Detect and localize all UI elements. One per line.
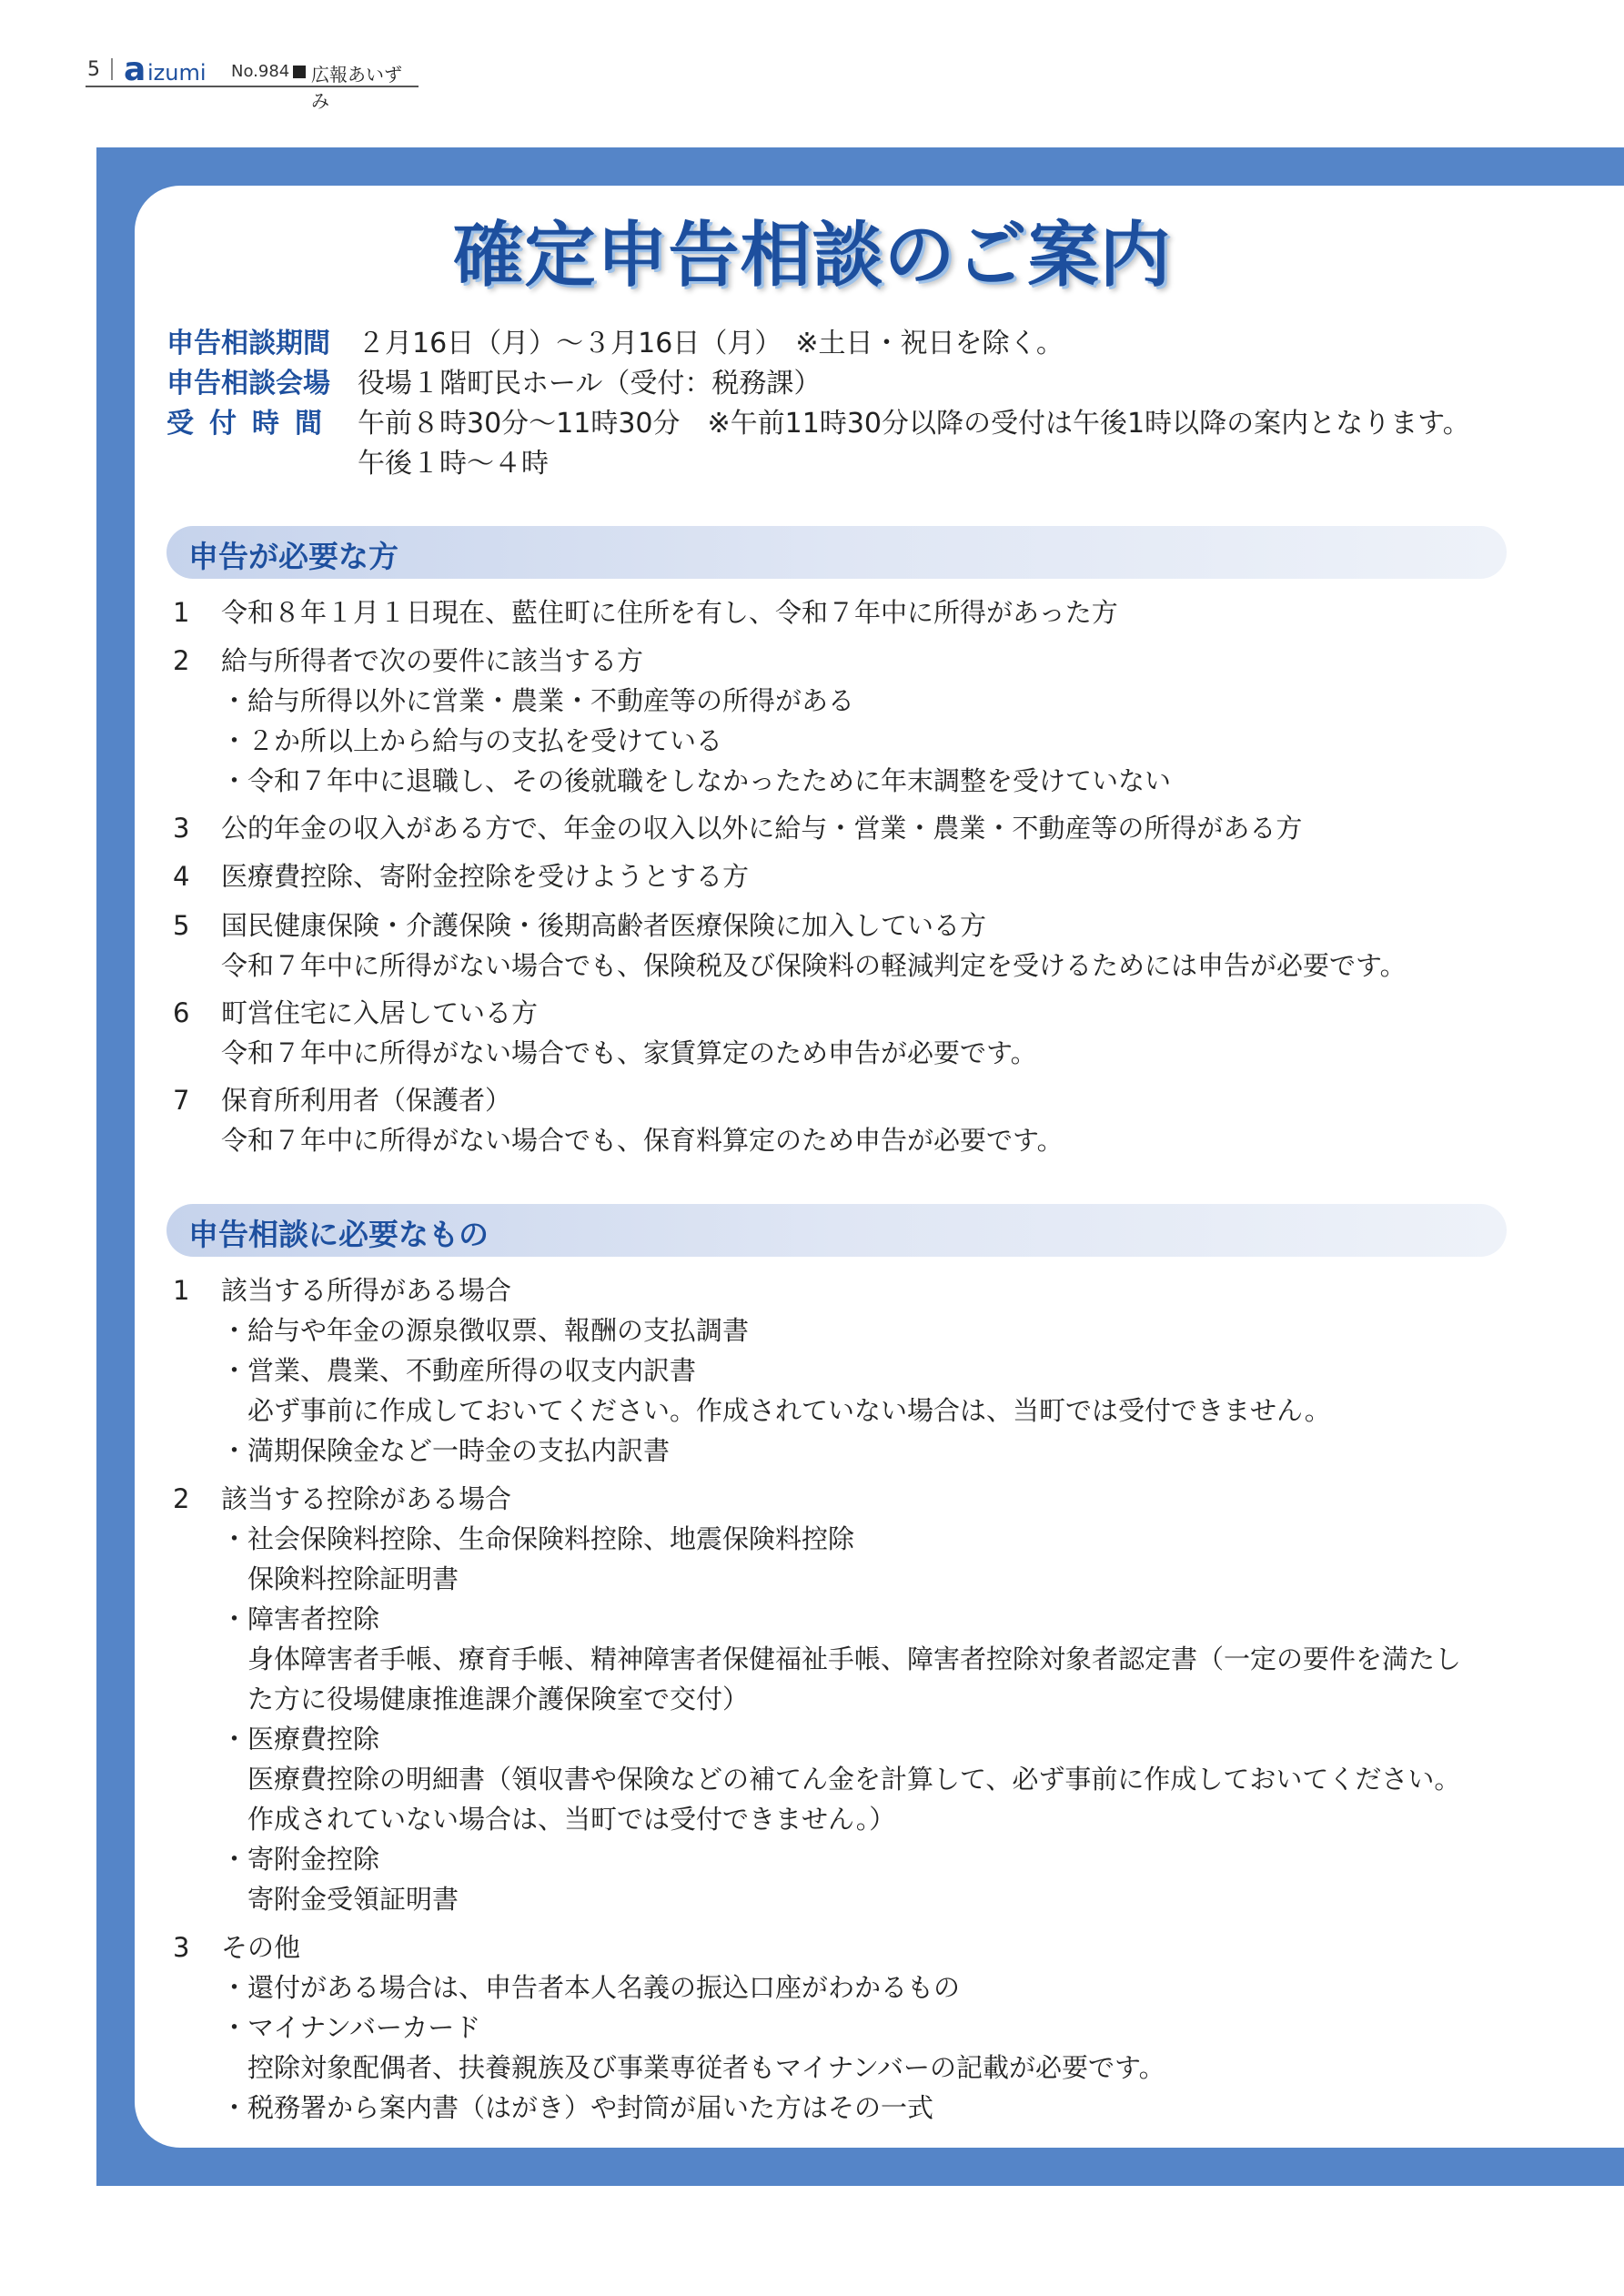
list-item: 該当する控除がある場合 [221, 1483, 512, 1514]
list-item: 保育所利用者（保護者） [221, 1085, 512, 1116]
list-subitem: ・還付がある場合は、申告者本人名義の振込口座がわかるもの [221, 1972, 961, 2003]
list-number: 7 [173, 1085, 190, 1116]
info-value: 午後１時～４時 [358, 448, 549, 480]
list-item: 令和８年１月１日現在、藍住町に住所を有し、令和７年中に所得があった方 [221, 597, 1118, 628]
logo-text: izumi [147, 60, 207, 86]
section-heading-band [166, 1204, 1507, 1257]
list-number: 3 [173, 1932, 190, 1963]
section-heading: 申告が必要な方 [188, 539, 398, 574]
list-note: 医療費控除の明細書（領収書や保険などの補てん金を計算して、必ず事前に作成しておいてください。 [247, 1764, 1461, 1795]
list-number: 2 [173, 645, 190, 676]
info-value: 午前８時30分～11時30分 ※午前11時30分以降の受付は午後1時以降の案内となります。 [358, 408, 1470, 440]
info-value: ２月16日（月）～３月16日（月） ※土日・祝日を除く。 [358, 328, 1064, 359]
issue-number: No.984 [231, 62, 290, 81]
publication-name: 広報あいずみ [311, 64, 402, 112]
list-item: 町営住宅に入居している方 [221, 997, 539, 1028]
header-divider [111, 58, 113, 80]
section-heading: 申告相談に必要なもの [188, 1217, 489, 1252]
list-item: 医療費控除、寄附金控除を受けようとする方 [221, 861, 750, 892]
info-label: 申告相談会場 [166, 368, 330, 400]
list-number: 3 [173, 813, 190, 844]
list-item: 給与所得者で次の要件に該当する方 [221, 645, 644, 676]
list-subitem: ・寄附金控除 [221, 1844, 380, 1875]
list-number: 6 [173, 997, 190, 1028]
list-note: 令和７年中に所得がない場合でも、保険税及び保険料の軽減判定を受けるためには申告が必要です。 [221, 950, 1407, 981]
list-subitem: ・給与や年金の源泉徴収票、報酬の支払調書 [221, 1315, 750, 1346]
list-note: 保険料控除証明書 [247, 1563, 459, 1594]
page-number: 5 [87, 58, 100, 81]
list-subitem: ・満期保険金など一時金の支払内訳書 [221, 1435, 671, 1466]
list-number: 5 [173, 910, 190, 941]
list-number: 1 [173, 1275, 190, 1306]
section-heading-band [166, 526, 1507, 579]
list-note: 控除対象配偶者、扶養親族及び事業専従者もマイナンバーの記載が必要です。 [247, 2052, 1165, 2083]
list-item: 該当する所得がある場合 [221, 1275, 512, 1306]
list-subitem: ・社会保険料控除、生命保険料控除、地震保険料控除 [221, 1523, 855, 1554]
info-label: 申告相談期間 [166, 328, 330, 359]
list-subitem: ・税務署から案内書（はがき）や封筒が届いた方はその一式 [221, 2092, 934, 2123]
list-item: 公的年金の収入がある方で、年金の収入以外に給与・営業・農業・不動産等の所得がある方 [221, 813, 1303, 844]
list-note: 令和７年中に所得がない場合でも、保育料算定のため申告が必要です。 [221, 1125, 1064, 1156]
list-subitem: ・令和７年中に退職し、その後就職をしなかったために年末調整を受けていない [221, 765, 1172, 796]
list-subitem: ・２か所以上から給与の支払を受けている [221, 725, 723, 756]
list-note: 作成されていない場合は、当町では受付できません。） [247, 1804, 896, 1835]
list-item: その他 [221, 1932, 301, 1963]
logo-mark: a [124, 51, 146, 88]
list-note: た方に役場健康推進課介護保険室で交付） [247, 1684, 750, 1714]
square-bullet-icon [293, 66, 306, 78]
list-note: 身体障害者手帳、療育手帳、精神障害者保健福祉手帳、障害者控除対象者認定書（一定の要件を満たし [247, 1644, 1462, 1674]
page-header [86, 51, 419, 112]
list-note: 令和７年中に所得がない場合でも、家賃算定のため申告が必要です。 [221, 1037, 1037, 1068]
page-title: 確定申告相談のご案内 [452, 215, 1172, 297]
list-subitem: ・マイナンバーカード [221, 2012, 481, 2043]
list-item: 国民健康保険・介護保険・後期高齢者医療保険に加入している方 [221, 910, 987, 941]
info-label: 受付時間 [166, 408, 338, 440]
list-note: 寄附金受領証明書 [247, 1884, 459, 1915]
list-note: 必ず事前に作成しておいてください。作成されていない場合は、当町では受付できません。 [247, 1395, 1331, 1426]
list-number: 2 [173, 1483, 190, 1514]
list-subitem: ・医療費控除 [221, 1724, 380, 1755]
list-subitem: ・障害者控除 [221, 1603, 380, 1634]
list-number: 1 [173, 597, 190, 628]
list-number: 4 [173, 861, 190, 892]
list-subitem: ・営業、農業、不動産所得の収支内訳書 [221, 1355, 697, 1386]
list-subitem: ・給与所得以外に営業・農業・不動産等の所得がある [221, 685, 855, 716]
info-value: 役場１階町民ホール（受付：税務課） [358, 368, 822, 400]
